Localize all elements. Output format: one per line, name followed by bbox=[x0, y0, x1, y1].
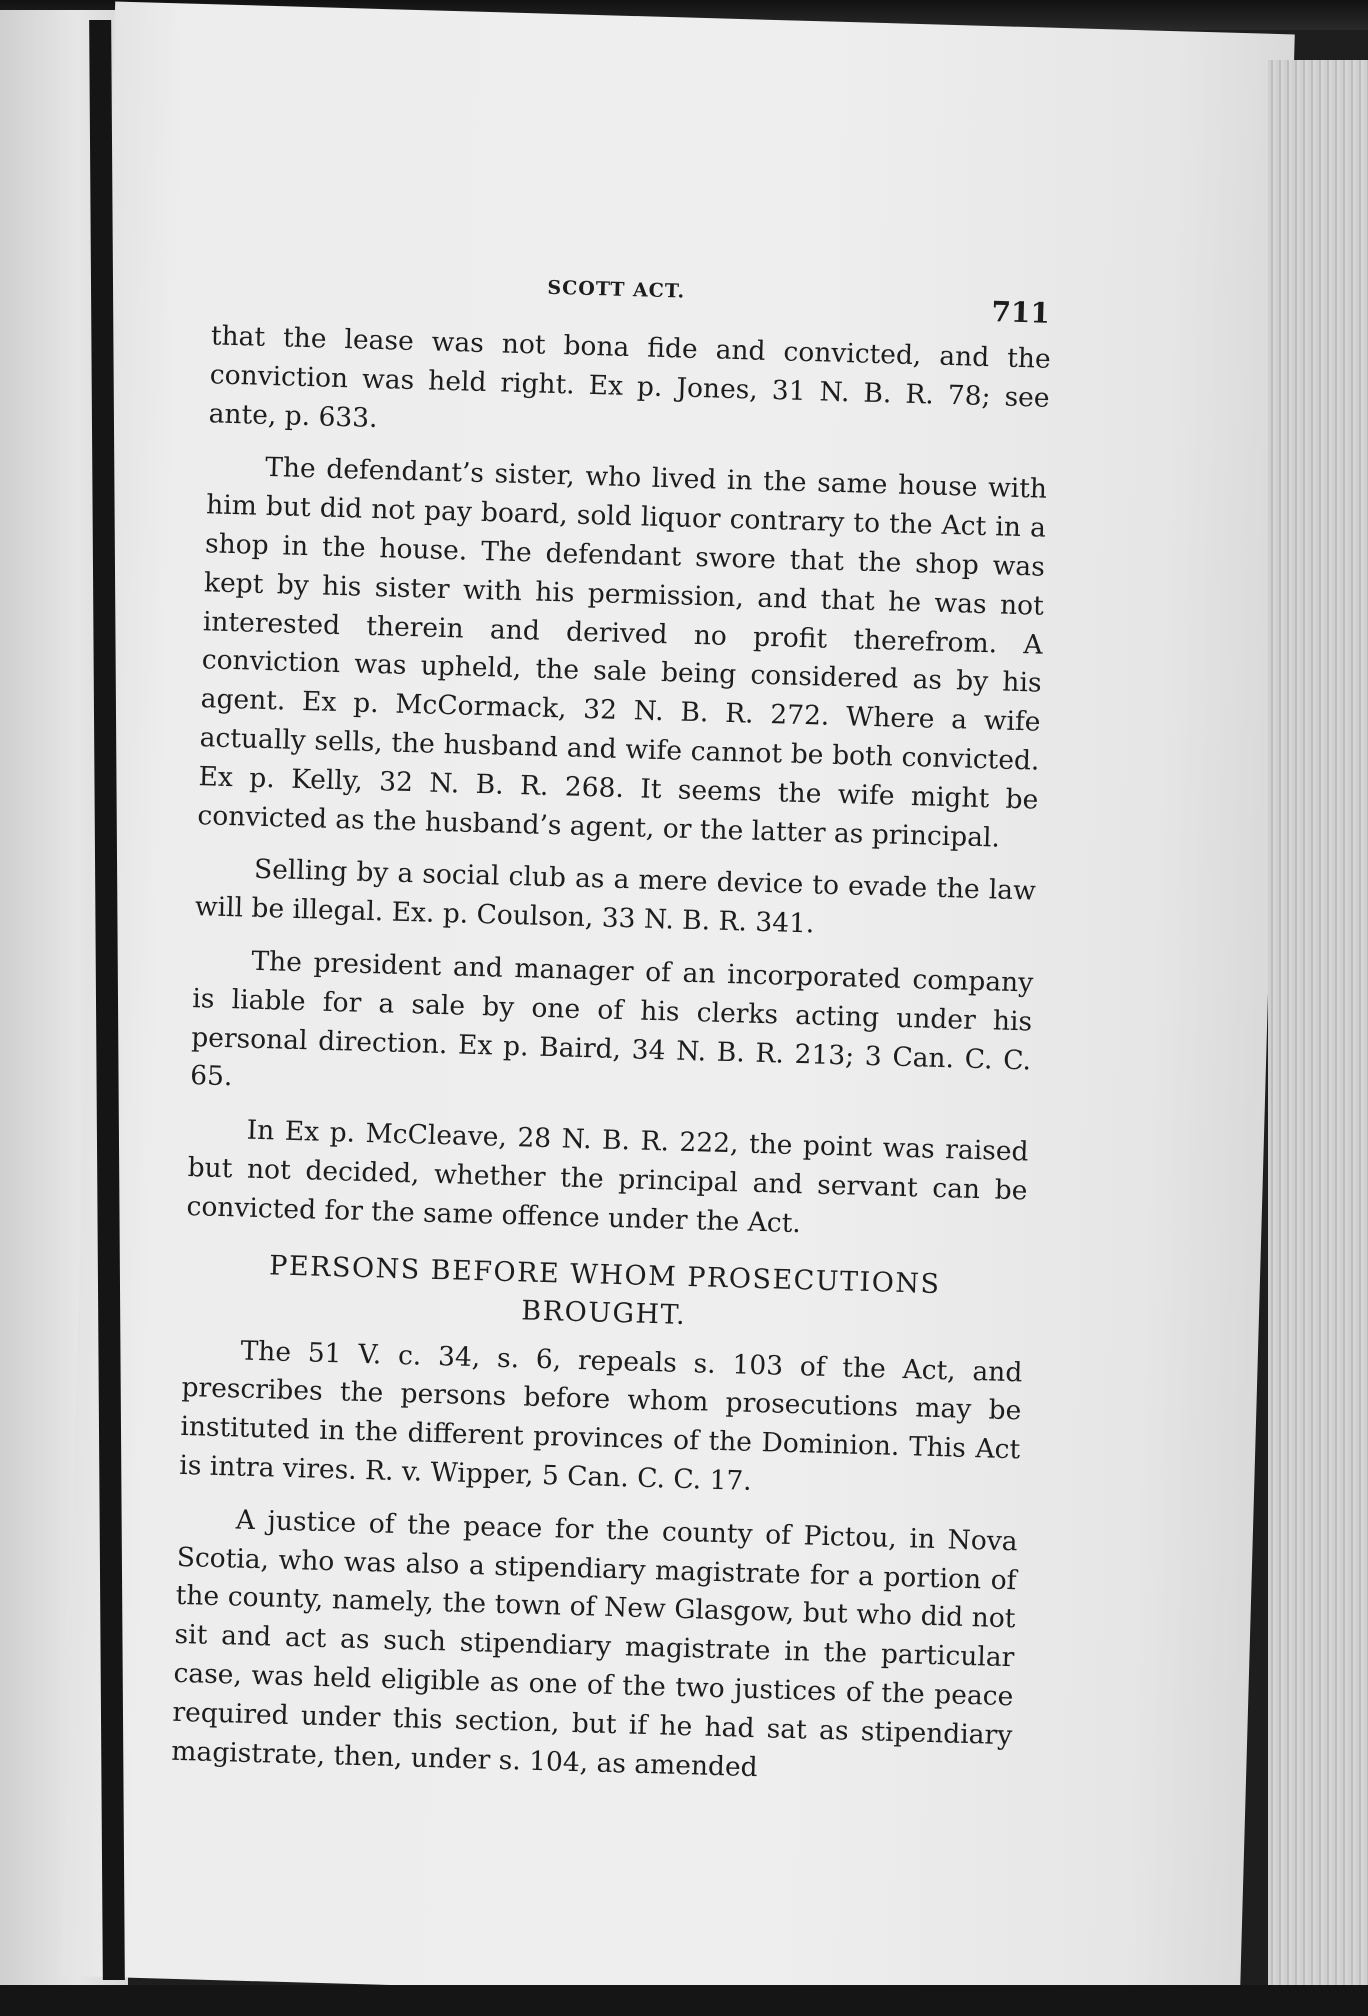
page-content bbox=[170, 259, 1052, 1808]
body-paragraph-5: In Ex p. McCleave, 28 N. B. R. 222, the point was raised but not decided, whether the principal and servant can be convicted for the same offence under the Act. bbox=[186, 1114, 1029, 1239]
section-paragraph-1: The 51 V. c. 34, s. 6, repeals s. 103 of the Act, and prescribes the persons before whom prosecutions may be instituted in the different provinces of the Dominion. This Act is intra vires. R. v. Wipper, 5 Can. C. C. 17. bbox=[178, 1335, 1023, 1497]
body-paragraph-3: Selling by a social club as a mere device to evade the law will be illegal. Ex. p. Coulson, 33 N. B. R. 341. bbox=[194, 854, 1037, 940]
section-paragraph-2: A justice of the peace for the county of Pictou, in Nova Scotia, who was also a stipendiary magistrate for a portion of the county, namely, the town of New Glasgow, but who did not sit and act as such stipendiary magistrate in the particular case, was held eligible as one of the two justices of the peace required under this section, but if he had sat as stipendiary magistrate, then, under s. 104, as amended bbox=[170, 1504, 1019, 1783]
section-heading: PERSONS BEFORE WHOM PROSECUTIONS BROUGHT. bbox=[268, 1249, 941, 1331]
page-number: 711 bbox=[990, 295, 1051, 330]
body-paragraph-4: The president and manager of an incorporated company is liable for a sale by one of his clerks acting under his personal direction. Ex p. Baird, 34 N. B. R. 213; 3 Can. C. C. 65. bbox=[189, 945, 1034, 1093]
page-text-layer bbox=[60, 2, 1295, 2009]
body-paragraph-1: that the lease was not bona fide and convicted, and the conviction was held right. Ex p. Jones, 31 N. B. R. 78; see ante, p. 633. bbox=[208, 320, 1052, 434]
running-head-title: SCOTT ACT. bbox=[547, 276, 686, 303]
body-paragraph-2: The defendant’s sister, who lived in the same house with him but did not pay board, sold liquor contrary to the Act in a shop in the house. The defendant swore that the shop was kept by his sister with his permission, and that he was not interested therein and derived no profit therefrom. A conviction was upheld, the sale being considered as by his agent. Ex p. McCormack, 32 N. B. R. 272. Where a wife actually sells, the husband and wife cannot be both convicted. Ex p. Kelly, 32 N. B. R. 268. It seems the wife might be convicted as the husband’s agent, or the latter as principal. bbox=[197, 452, 1048, 854]
